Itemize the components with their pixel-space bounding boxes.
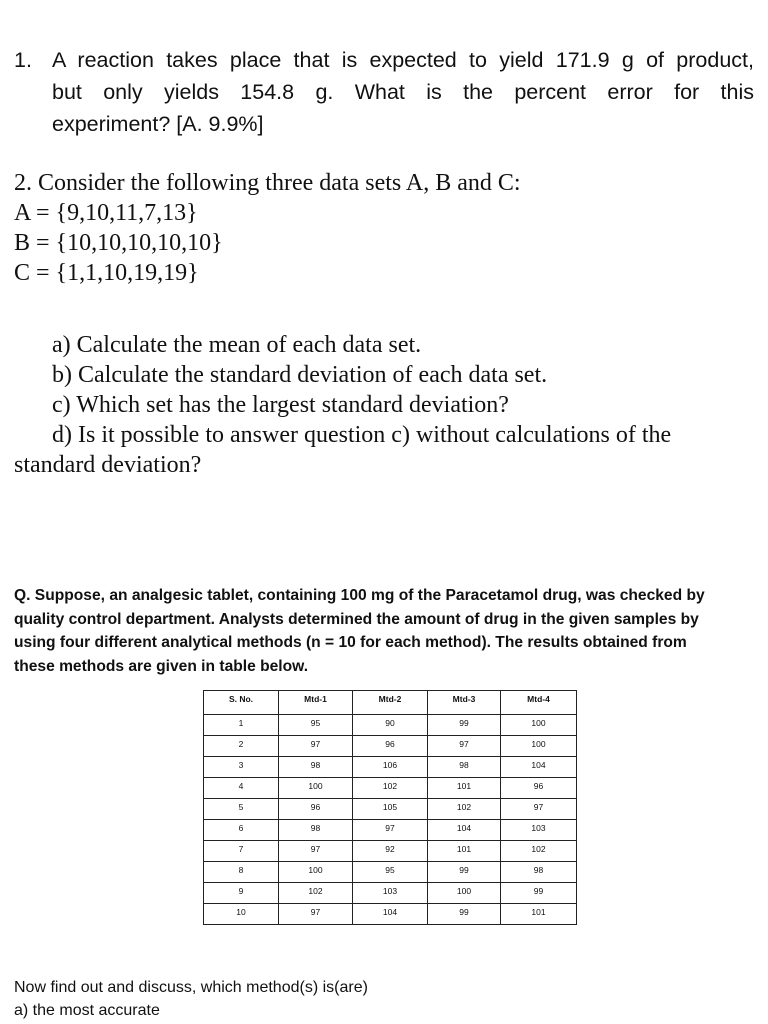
table-cell: 101 — [428, 778, 501, 799]
table-cell: 100 — [279, 862, 353, 883]
table-cell: 97 — [353, 820, 428, 841]
header-mtd-3: Mtd-3 — [428, 691, 501, 715]
table-row — [204, 778, 577, 799]
table-cell: 10 — [204, 904, 279, 925]
question-paracetamol — [14, 584, 756, 678]
question-2 — [14, 168, 754, 480]
table-row — [204, 715, 577, 736]
table-cell: 100 — [279, 778, 353, 799]
table-cell: 8 — [204, 862, 279, 883]
question-2-part-c: c) Which set has the largest standard deviation? — [52, 392, 509, 418]
table-cell: 98 — [279, 820, 353, 841]
table-cell: 97 — [279, 841, 353, 862]
follow-up-line-1: Now find out and discuss, which method(s) is(are) — [14, 979, 368, 996]
question-paracetamol-line-2: quality control department. Analysts determined the amount of drug in the given samples by — [14, 610, 699, 628]
table-cell: 102 — [279, 883, 353, 904]
question-2-part-b: b) Calculate the standard deviation of each data set. — [52, 362, 548, 388]
table-cell: 106 — [353, 757, 428, 778]
question-1-line-2 — [14, 76, 754, 108]
table-cell: 97 — [279, 736, 353, 757]
question-2-part-d-continued: standard deviation? — [14, 452, 202, 478]
question-1-line-1 — [14, 44, 754, 76]
question-2-intro: 2. Consider the following three data sets A, B and C: — [14, 170, 521, 196]
table-cell: 100 — [428, 883, 501, 904]
table-cell: 102 — [428, 799, 501, 820]
follow-up-line-2: a) the most accurate — [14, 1002, 160, 1019]
table-cell: 95 — [353, 862, 428, 883]
table-cell: 90 — [353, 715, 428, 736]
table-cell: 104 — [428, 820, 501, 841]
table-cell: 99 — [428, 715, 501, 736]
table-row — [204, 904, 577, 925]
header-mtd-4: Mtd-4 — [501, 691, 577, 715]
table-cell: 105 — [353, 799, 428, 820]
table-cell: 102 — [501, 841, 577, 862]
table-row — [204, 799, 577, 820]
data-set-a: A = {9,10,11,7,13} — [14, 200, 198, 226]
table-row — [204, 757, 577, 778]
question-2-part-a: a) Calculate the mean of each data set. — [52, 332, 422, 358]
question-paracetamol-line-3: using four different analytical methods (n = 10 for each method). The results obtained from — [14, 634, 687, 651]
table-row — [204, 841, 577, 862]
header-mtd-1: Mtd-1 — [279, 691, 353, 715]
table-cell: 100 — [501, 736, 577, 757]
table-row — [204, 820, 577, 841]
table-cell: 99 — [501, 883, 577, 904]
question-1-text-line-2: but only yields 154.8 g. What is the percent error for this — [52, 80, 754, 104]
table-row — [204, 736, 577, 757]
table-cell: 1 — [204, 715, 279, 736]
table-cell: 98 — [428, 757, 501, 778]
table-cell: 96 — [501, 778, 577, 799]
table-cell: 4 — [204, 778, 279, 799]
table-cell: 101 — [428, 841, 501, 862]
header-mtd-2: Mtd-2 — [353, 691, 428, 715]
spacer — [14, 288, 754, 330]
table-cell: 102 — [353, 778, 428, 799]
question-label: Q. — [14, 587, 31, 604]
table-cell: 104 — [501, 757, 577, 778]
table-row — [204, 862, 577, 883]
table-cell: 99 — [428, 862, 501, 883]
table-row — [204, 883, 577, 904]
question-1-text-line-1: A reaction takes place that is expected to yield 171.9 g of product, — [52, 48, 754, 72]
question-1-line-3 — [14, 108, 754, 140]
table-cell: 97 — [428, 736, 501, 757]
question-1 — [14, 44, 754, 140]
table-cell: 101 — [501, 904, 577, 925]
table-cell: 103 — [353, 883, 428, 904]
table-cell: 100 — [501, 715, 577, 736]
question-1-number: 1. — [14, 48, 32, 72]
table-header-row — [204, 691, 577, 715]
table-cell: 5 — [204, 799, 279, 820]
table-cell: 99 — [428, 904, 501, 925]
table-cell: 98 — [501, 862, 577, 883]
table-cell: 95 — [279, 715, 353, 736]
table-cell: 3 — [204, 757, 279, 778]
table-cell: 97 — [501, 799, 577, 820]
table-cell: 103 — [501, 820, 577, 841]
data-set-b: B = {10,10,10,10,10} — [14, 230, 223, 256]
question-1-text-line-3: experiment? [A. 9.9%] — [52, 112, 264, 136]
table-cell: 6 — [204, 820, 279, 841]
table-cell: 98 — [279, 757, 353, 778]
question-2-part-d: d) Is it possible to answer question c) without calculations of the — [52, 422, 672, 448]
data-set-c: C = {1,1,10,19,19} — [14, 260, 199, 286]
follow-up-question — [14, 976, 368, 1022]
table-cell: 7 — [204, 841, 279, 862]
table-cell: 2 — [204, 736, 279, 757]
question-paracetamol-line-4: these methods are given in table below. — [14, 657, 309, 675]
results-table — [203, 690, 577, 925]
table-cell: 104 — [353, 904, 428, 925]
table-cell: 96 — [279, 799, 353, 820]
header-s-no: S. No. — [204, 691, 279, 715]
question-paracetamol-line-1 — [14, 584, 756, 608]
question-paracetamol-text-1: Suppose, an analgesic tablet, containing 100 mg of the Paracetamol drug, was checked by — [30, 587, 705, 604]
table-cell: 92 — [353, 841, 428, 862]
table-body — [204, 715, 577, 925]
table-cell: 96 — [353, 736, 428, 757]
table-cell: 9 — [204, 883, 279, 904]
table-cell: 97 — [279, 904, 353, 925]
